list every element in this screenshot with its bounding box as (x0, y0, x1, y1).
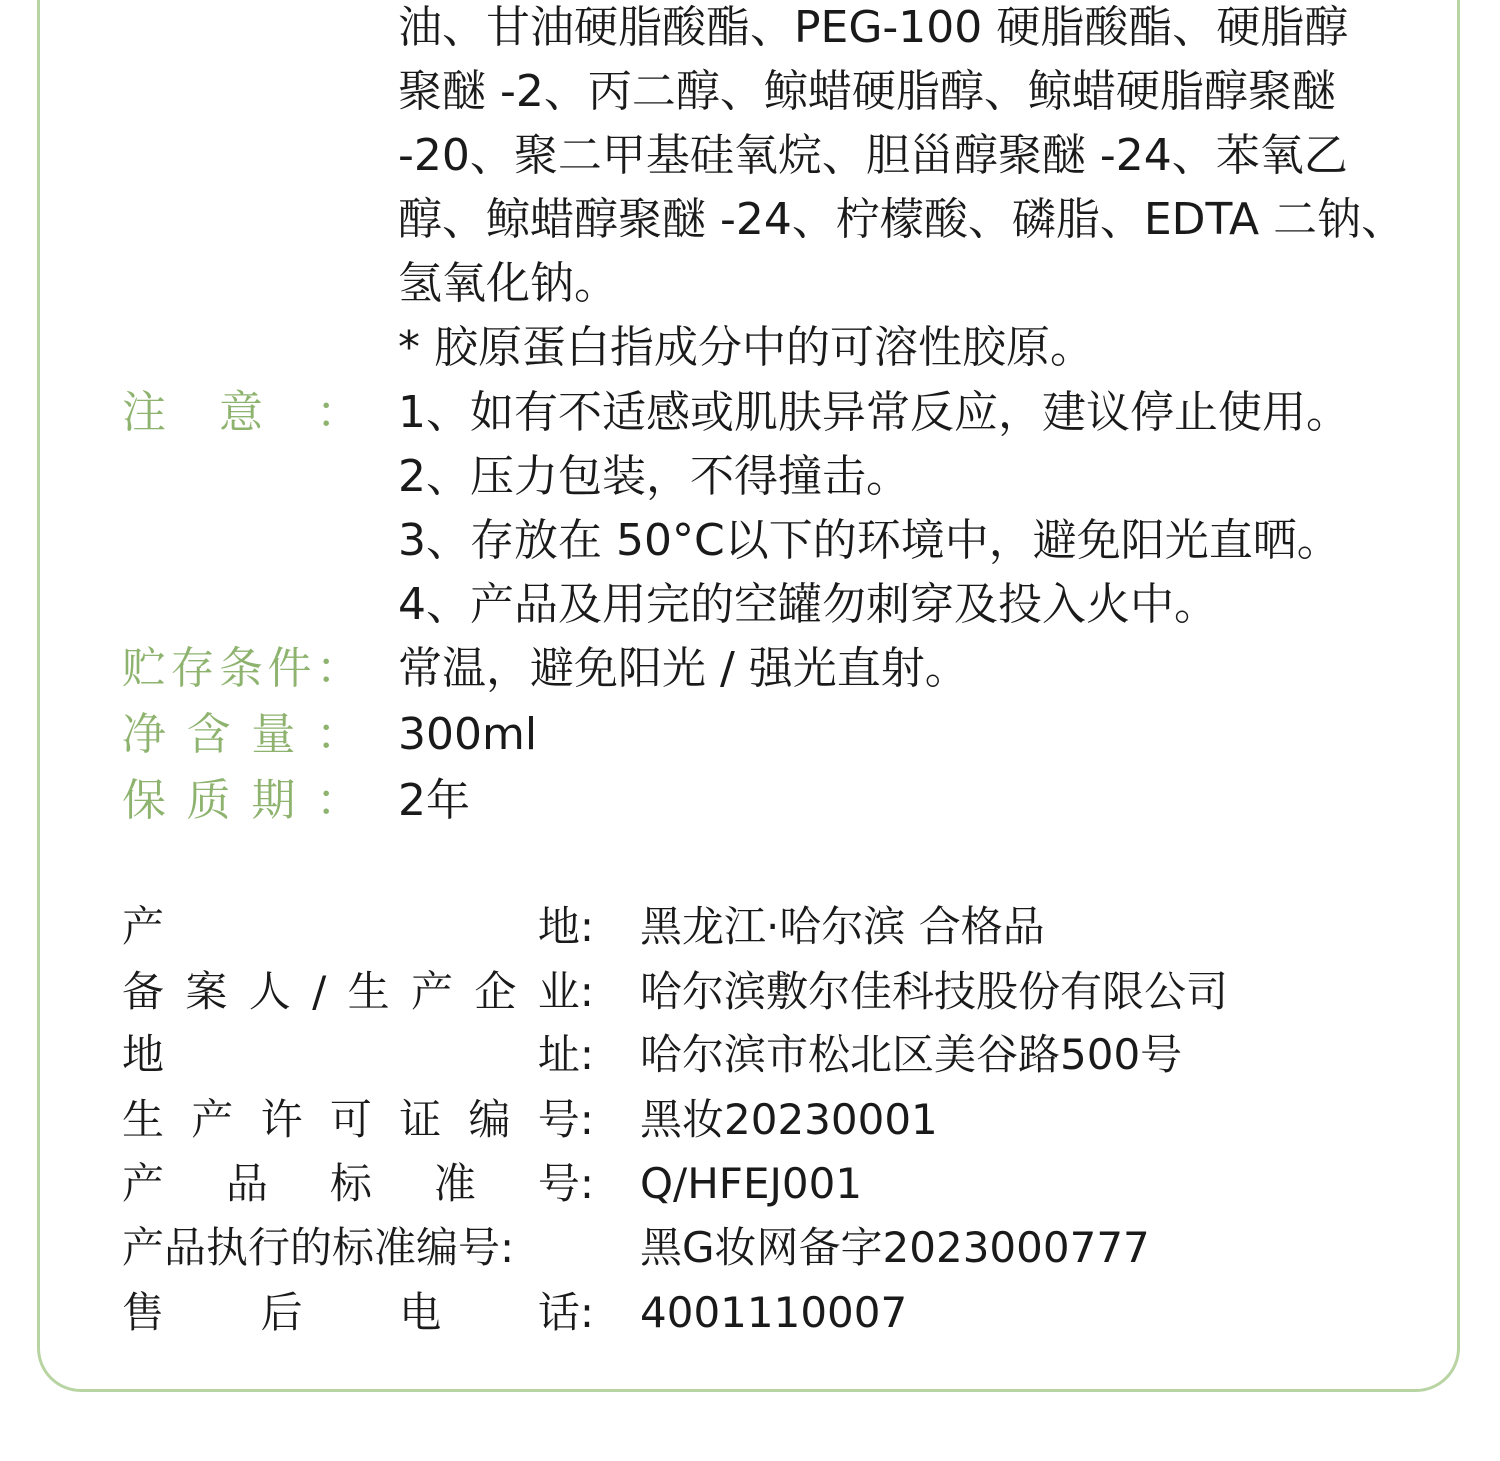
origin-value: 黑龙江·哈尔滨 合格品 (640, 902, 1045, 951)
license-value: 黑妆20230001 (640, 1095, 938, 1144)
ingredients-line: 油、甘油硬脂酸酯、PEG-100 硬脂酸酯、硬脂醇 (398, 2, 1349, 53)
origin-label: 产 地: (122, 902, 594, 951)
net-content-value: 300ml (398, 709, 538, 760)
storage-label: 贮 存 条 件 ： (122, 643, 360, 694)
caution-item: 4、产品及用完的空罐勿刺穿及投入火中。 (398, 579, 1218, 630)
caution-item: 1、如有不适感或肌肤异常反应，建议停止使用。 (398, 387, 1350, 438)
ingredients-line: 氢氧化钠。 (398, 258, 618, 309)
caution-label: 注 意 ： (122, 387, 360, 438)
ingredients-line: -20、聚二甲基硅氧烷、胆甾醇聚醚 -24、苯氧乙 (398, 130, 1348, 181)
filer-label: 备 案 人 / 生 产 企 业: (122, 967, 594, 1016)
service-value: 4001110007 (640, 1288, 908, 1337)
caution-item: 3、存放在 50°C以下的环境中，避免阳光直晒。 (398, 515, 1341, 566)
address-value: 哈尔滨市松北区美谷路500号 (640, 1030, 1183, 1079)
filer-value: 哈尔滨敷尔佳科技股份有限公司 (640, 967, 1229, 1016)
shelf-life-value: 2年 (398, 775, 470, 826)
standard-value: Q/HFEJ001 (640, 1159, 863, 1208)
ingredients-line: 醇、鲸蜡醇聚醚 -24、柠檬酸、磷脂、EDTA 二钠、 (398, 194, 1406, 245)
shelf-life-label: 保 质 期 ： (122, 775, 360, 826)
ingredients-line: 聚醚 -2、丙二醇、鲸蜡硬脂醇、鲸蜡硬脂醇聚醚 (398, 66, 1336, 117)
storage-value: 常温，避免阳光 / 强光直射。 (398, 643, 969, 694)
service-label: 售 后 电 话: (122, 1288, 594, 1337)
license-label: 生 产 许 可 证 编 号: (122, 1095, 594, 1144)
net-content-label: 净 含 量 ： (122, 709, 360, 760)
caution-item: 2、压力包装，不得撞击。 (398, 451, 910, 502)
address-label: 地 址: (122, 1030, 594, 1079)
ingredients-note: * 胶原蛋白指成分中的可溶性胶原。 (398, 322, 1094, 373)
exec-standard-label: 产品执行的标准编号: (122, 1223, 515, 1272)
standard-label: 产 品 标 准 号: (122, 1159, 594, 1208)
exec-standard-value: 黑G妆网备字2023000777 (640, 1223, 1150, 1272)
